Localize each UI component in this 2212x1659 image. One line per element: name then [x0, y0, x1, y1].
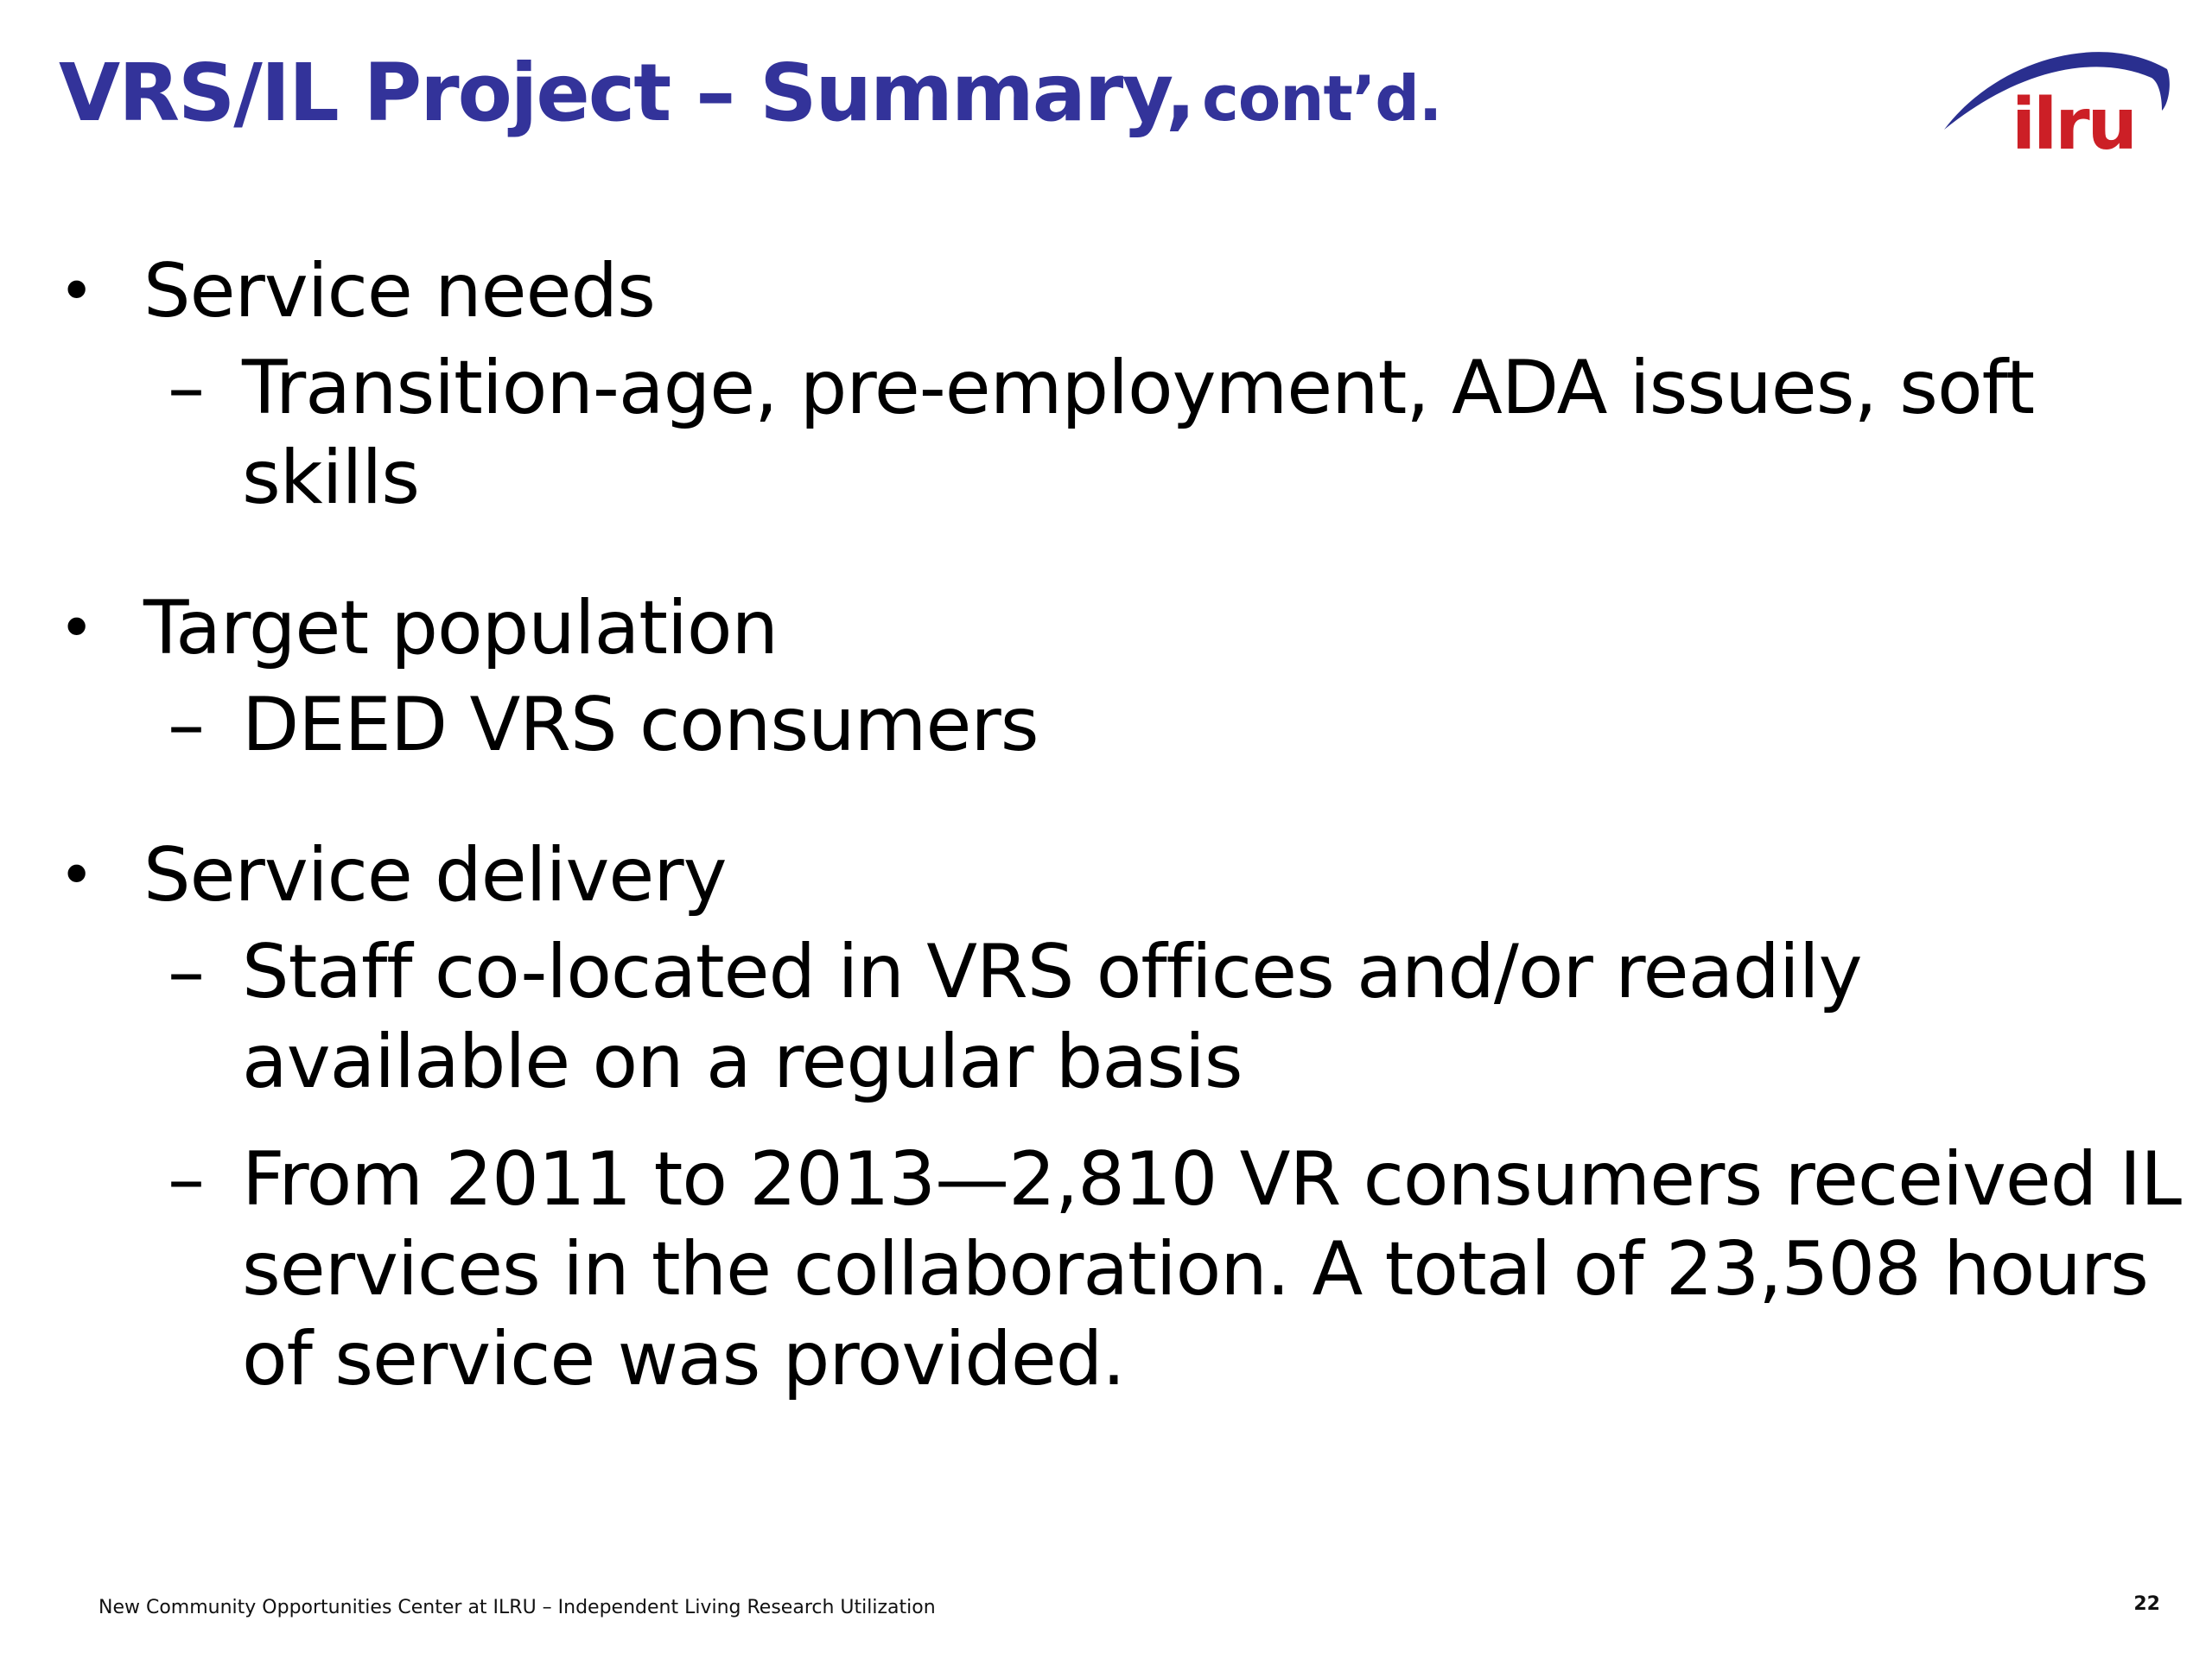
slide-title-main: VRS/IL Project – Summary,: [59, 47, 1195, 139]
sub-bullet-target-population: [59, 680, 2186, 770]
sub-bullet-text: Staff co-located in VRS offices and/or readily available on a regular basis: [242, 929, 1862, 1105]
bullet-text: Service delivery: [143, 832, 727, 918]
ilru-logo-text: ilru: [2012, 84, 2136, 164]
sub-bullet-text: DEED VRS consumers: [242, 682, 1039, 768]
page-number: 22: [2133, 1593, 2160, 1615]
ilru-logo: [1936, 35, 2177, 164]
dash-icon: –: [168, 1136, 204, 1223]
sub-bullet-text: Transition-age, pre-employment, ADA issues, soft skills: [242, 345, 2035, 521]
slide-footer: New Community Opportunities Center at ILRU – Independent Living Research Utilization: [99, 1597, 936, 1618]
sub-bullet-consumers-served: [59, 1135, 2186, 1404]
bullet-text: Service needs: [143, 248, 655, 334]
sub-bullet-staff-co-located: [59, 927, 2186, 1107]
bullet-service-needs: [59, 246, 2167, 336]
dash-icon: –: [168, 345, 204, 431]
bullet-dot-icon: •: [59, 593, 94, 664]
bullet-target-population: [59, 583, 2167, 673]
slide-title-cont: cont’d.: [1202, 62, 1442, 135]
bullet-text: Target population: [143, 585, 779, 671]
bullet-service-delivery: [59, 830, 2167, 920]
bullet-dot-icon: •: [59, 840, 94, 911]
slide-body: [59, 246, 2181, 1404]
bullet-dot-icon: •: [59, 256, 94, 327]
sub-bullet-text: From 2011 to 2013—2,810 VR consumers received IL services in the collaboration. A total of 23,508 hours of service was provided.: [242, 1136, 2181, 1402]
dash-icon: –: [168, 682, 204, 768]
slide-title: [59, 47, 1442, 139]
dash-icon: –: [168, 929, 204, 1015]
sub-bullet-service-needs: [59, 343, 2186, 523]
